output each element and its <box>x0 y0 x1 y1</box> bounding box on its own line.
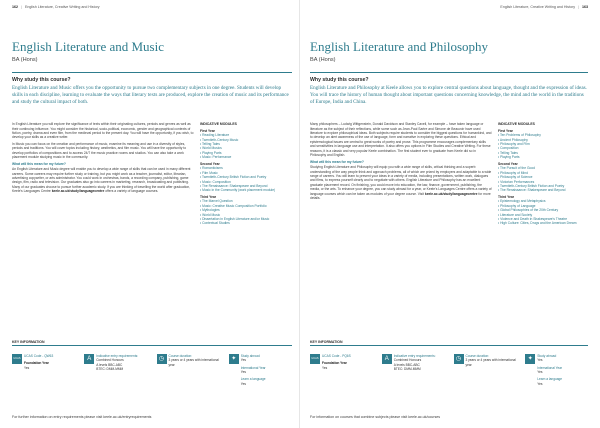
key-info-line: BTEC: DMM-MMM <box>393 366 421 371</box>
degree-type: BA (Hons) <box>12 57 38 64</box>
key-info-text <box>537 354 562 386</box>
module-item: • Contextual Studies <box>200 221 292 225</box>
key-info-line: BTEC: DMM-MMM <box>96 366 124 371</box>
running-separator: | <box>21 5 22 9</box>
key-info-line: Yes <box>537 369 543 374</box>
key-info-text <box>394 354 436 386</box>
module-year-label: Third Year <box>498 194 515 199</box>
title-divider <box>12 72 292 73</box>
key-info-line: UCAS Code - PQ6S <box>322 354 351 358</box>
key-info-line: Yes <box>537 358 543 363</box>
key-info-text <box>241 354 266 386</box>
key-info-line: Indicative entry requirements: <box>96 354 139 358</box>
key-information <box>310 340 588 386</box>
language-centre-link[interactable]: keele.ac.uk/study/languagecentre <box>424 191 478 196</box>
key-info-line: 3 years or 4 years with international year <box>168 358 219 367</box>
running-separator: | <box>578 5 579 9</box>
key-information <box>12 340 292 386</box>
key-info-icon: ✦ <box>525 354 535 364</box>
module-item: • World Musics <box>200 146 292 150</box>
key-info-line: Foundation Year <box>322 361 347 366</box>
module-item: • Music: Creative Music Composition Portfolio <box>200 204 292 208</box>
key-info-box <box>382 354 445 386</box>
key-info-text <box>322 354 351 386</box>
why-text: English Literature and Music offers you the opportunity to pursue two complementary subjects in one degree. Students will develop skills in each discipline, learning to evaluate the ways that literary texts are produced, explore the creation of music and its performance and study the cultural impact of both. <box>12 85 289 105</box>
title-divider <box>310 72 588 73</box>
content-columns <box>12 122 292 226</box>
module-item: • Reading Literature <box>200 133 292 137</box>
module-item: • Epistemology and Metaphysics <box>498 199 588 203</box>
key-info-line: 3 years or 4 years with international year <box>465 358 516 367</box>
key-info-heading: KEY INFORMATION <box>310 340 343 344</box>
future-heading: What will this mean for my future? <box>12 161 66 166</box>
key-info-icon: ◷ <box>454 354 464 364</box>
module-year-label: First Year <box>200 128 215 133</box>
key-info-line: Study abroad <box>537 354 557 358</box>
module-year-label: First Year <box>498 128 513 133</box>
why-text: English Literature and Philosophy at Keele allows you to explore central questions about language, thought and the expression of ideas. You will trace the history of human thought about important questions concerning knowledge, the mind and the world in the traditions of Europe, India and China. <box>310 85 587 105</box>
course-title: English Literature and Philosophy <box>310 39 489 54</box>
key-info-line: Yes <box>537 381 543 386</box>
key-info-icon: A <box>84 354 94 364</box>
module-item: • Romanticisms <box>200 166 292 170</box>
module-item: • Music in the Community (work placement module) <box>200 188 292 192</box>
key-info-line: International Year <box>240 365 266 370</box>
module-year-label: Second Year <box>498 161 518 166</box>
module-item: • Playing Parts <box>200 151 292 155</box>
key-info-box <box>12 354 75 386</box>
key-info-box <box>157 354 220 386</box>
page-number: 162 <box>12 5 18 9</box>
module-year-label: Third Year <box>200 194 217 199</box>
modules-column <box>498 122 588 226</box>
module-item: • Telling Tales <box>200 142 292 146</box>
key-info-icon: ◷ <box>157 354 167 364</box>
why-heading: Why study this course? <box>12 77 71 84</box>
module-item: • Global Philosophies of the 20th Century <box>498 208 588 212</box>
module-item: • Playing Parts <box>498 155 588 159</box>
key-info-line: Learn a language <box>240 377 266 382</box>
key-info-line: UCAS Code - QW63 <box>24 354 54 358</box>
key-info-heading: KEY INFORMATION <box>12 340 45 344</box>
module-year-label: Second Year <box>200 161 220 166</box>
module-item: • The Pursuit of the Good <box>498 166 588 170</box>
module-item: • Telling Tales <box>498 151 588 155</box>
key-info-box <box>454 354 517 386</box>
why-heading: Why study this course? <box>310 77 369 84</box>
future-text: An English Literature and Music degree will enable you to develop a wide range of skills that can be used in many different careers. Some careers may require further study or training, but you might work as a teacher, journalist, editor, librarian, advertising copywriter, or arts administrator. You could work in orchestras, bands, a recording company, publishing, game design, film, radio and television. Our graduates also go into careers in marketing, research, broadcasting and publishing. Many of our graduates choose to pursue further academic study. If you are thinking of travelling the world after graduation, Keele's Languages Centre <box>12 167 191 194</box>
key-info-line: Yes <box>240 381 246 386</box>
key-info-text <box>96 354 138 386</box>
key-info-line: Indicative entry requirements: <box>393 354 436 358</box>
modules-list <box>498 129 588 226</box>
key-info-line: Foundation Year <box>24 361 49 366</box>
main-column <box>12 122 194 226</box>
footer-note: For further information on entry requirements please visit keele.ac.uk/entryrequirements <box>12 415 152 419</box>
running-header <box>12 1 292 13</box>
key-info-line: Course duration: <box>168 354 193 358</box>
modules-list <box>200 129 292 226</box>
running-header <box>310 1 588 13</box>
key-info-icon: UCAS <box>310 354 320 364</box>
degree-type: BA (Hons) <box>310 57 336 64</box>
key-info-text <box>24 354 53 386</box>
course-title: English Literature and Music <box>12 39 164 54</box>
language-centre-link[interactable]: keele.ac.uk/study/languagecentre <box>51 189 105 194</box>
key-info-line: International Year <box>537 365 563 370</box>
key-info-text <box>466 354 517 386</box>
key-info-line: Combined Honours <box>393 358 422 363</box>
module-item: • Victorian Performances <box>498 180 588 184</box>
module-item: • Philosophy of Mind <box>498 171 588 175</box>
module-item: • Twentieth-Century Music <box>200 138 292 142</box>
key-info-icon: A <box>382 354 392 364</box>
key-info-line: A levels BBC-ABC <box>393 362 420 367</box>
module-item: • The Marvel Question <box>200 199 292 203</box>
module-item: • Music: Composition <box>200 180 292 184</box>
module-item: • Film Music <box>200 171 292 175</box>
key-info-line: Learn a language <box>537 377 563 382</box>
body-paragraph: Many philosophers – Ludwig Wittgenstein, Donald Davidson and Stanley Cavell, for example – have taken language or literature as the subject of their reflections, while some such as Jean-Paul Sartre and Simone de Beauvoir have used literature to explore philosophical ideas. Both subjects require students to consider the biggest questions for humankind, and to develop an alert awareness of the use of language, form and narrative in exploring these questions. Ethical and epistemological issues are central to great works of poetry and prose. This programme encourages complementary skills and sensitivities in language use and interpretation. It also offers you options in Film Studies and Creative Writing. For these reasons, it is a classic and very popular Keele combination. The first student ever to graduate from Keele did so in Philosophy and English. <box>310 122 492 158</box>
module-item: • High Culture: Cities, Drugs and the American Dream <box>498 221 588 225</box>
key-info-box <box>84 354 147 386</box>
future-text: Studying English Literature and Philosophy will equip you with a wide range of skills, critical thinking and a superb understanding of the way people think and approach problems, all of which are prized by employers and adaptable to a wide range of careers. You will learn to present your ideas in a variety of media, including presentations, written work, dialogues and films, to express yourself clearly and to negotiate with others. English Literature and Philosophy has an excellent graduate placement record. On finishing, you could move into education, the law, finance, government, publishing, the media, or the arts. To enhance your degree, you can study abroad for a year, or Keele's Languages Centre offers a variety of language courses which can be taken as modules of your degree course. Visit <box>310 165 492 196</box>
module-item: • Philosophy and Film <box>498 142 588 146</box>
key-info-box <box>525 354 588 386</box>
module-item: • The Renaissance: Shakespeare and Beyond <box>200 184 292 188</box>
key-info-text <box>169 354 220 386</box>
key-info-line: A levels BBC-ABC <box>96 362 123 367</box>
future-end: for more details. <box>310 191 491 201</box>
body-paragraph: In Music you can focus on the creation and performance of music, examine its meaning and use in a diversity of styles, periods and traditions. You will cover topics including history, aesthetics, and film music. You will have the opportunity to develop portfolios of compositions and to access 24/7 the music practice rooms and studios. You can also take a work placement module studying music in the community. <box>12 141 187 160</box>
module-item: • Ten Problems of Philosophy <box>498 133 588 137</box>
future-paragraph <box>12 167 194 194</box>
module-item: • Composition <box>498 146 588 150</box>
future-paragraph <box>310 165 492 201</box>
key-info-line: Yes <box>240 369 246 374</box>
page-number: 163 <box>582 5 588 9</box>
right-page <box>300 0 600 428</box>
module-item: • Philosophy of Science <box>498 175 588 179</box>
key-info-divider <box>310 345 588 346</box>
module-item: • Dissertation in English Literature and/or Music <box>200 217 292 221</box>
footer-note: For information on courses that combine subjects please visit keele.ac.uk/courses <box>310 415 441 419</box>
modules-heading: INDICATIVE MODULES <box>498 122 535 127</box>
body-paragraph: In English Literature you will explore the significance of texts within their originating cultures, periods and genres as well as their continuing influence. You might consider the historical, socio-political, economic, gender and geographical contexts of fiction, poetry, drama and even film, from the medieval period to the present day. You will have the opportunity, if you wish, to develop your skills as a creative writer. <box>12 122 194 140</box>
main-column <box>310 122 492 226</box>
key-info-icon: UCAS <box>12 354 22 364</box>
module-item: • Literature and Society <box>498 213 588 217</box>
modules-heading: INDICATIVE MODULES <box>200 122 237 127</box>
content-columns <box>310 122 588 226</box>
module-item: • Violence and Death in Shakespeare's Theatre <box>498 217 588 221</box>
key-info-line: Course duration: <box>465 354 490 358</box>
module-item: • Twentieth-Century British Fiction and Poetry <box>200 175 292 179</box>
modules-column <box>200 122 292 226</box>
key-info-box <box>229 354 292 386</box>
module-item: • Philosophy of Language <box>498 204 588 208</box>
key-info-boxes <box>310 354 588 386</box>
key-info-line: Yes <box>24 365 30 370</box>
key-info-line: Yes <box>240 358 246 363</box>
key-info-boxes <box>12 354 292 386</box>
key-info-box <box>310 354 373 386</box>
section-name: English Literature, Creative Writing and History <box>500 5 576 9</box>
key-info-icon: ✦ <box>229 354 239 364</box>
module-item: • Twentieth-Century British Fiction and Poetry <box>498 184 588 188</box>
module-item: • The Renaissance: Shakespeare and Beyond <box>498 188 588 192</box>
key-info-line: Study abroad <box>240 354 260 358</box>
module-item: • Mythologies <box>200 208 292 212</box>
section-name: English Literature, Creative Writing and History <box>24 5 100 9</box>
key-info-line: Combined Honours <box>96 358 124 363</box>
module-item: • World Music <box>200 213 292 217</box>
module-item: • Music: Performance <box>200 155 292 159</box>
key-info-divider <box>12 345 292 346</box>
key-info-line: Yes <box>322 365 328 370</box>
future-heading: What will this mean for my future? <box>310 159 364 164</box>
future-end: offers a variety of language courses. <box>105 189 159 194</box>
module-item: • Ancient Philosophy <box>498 138 588 142</box>
